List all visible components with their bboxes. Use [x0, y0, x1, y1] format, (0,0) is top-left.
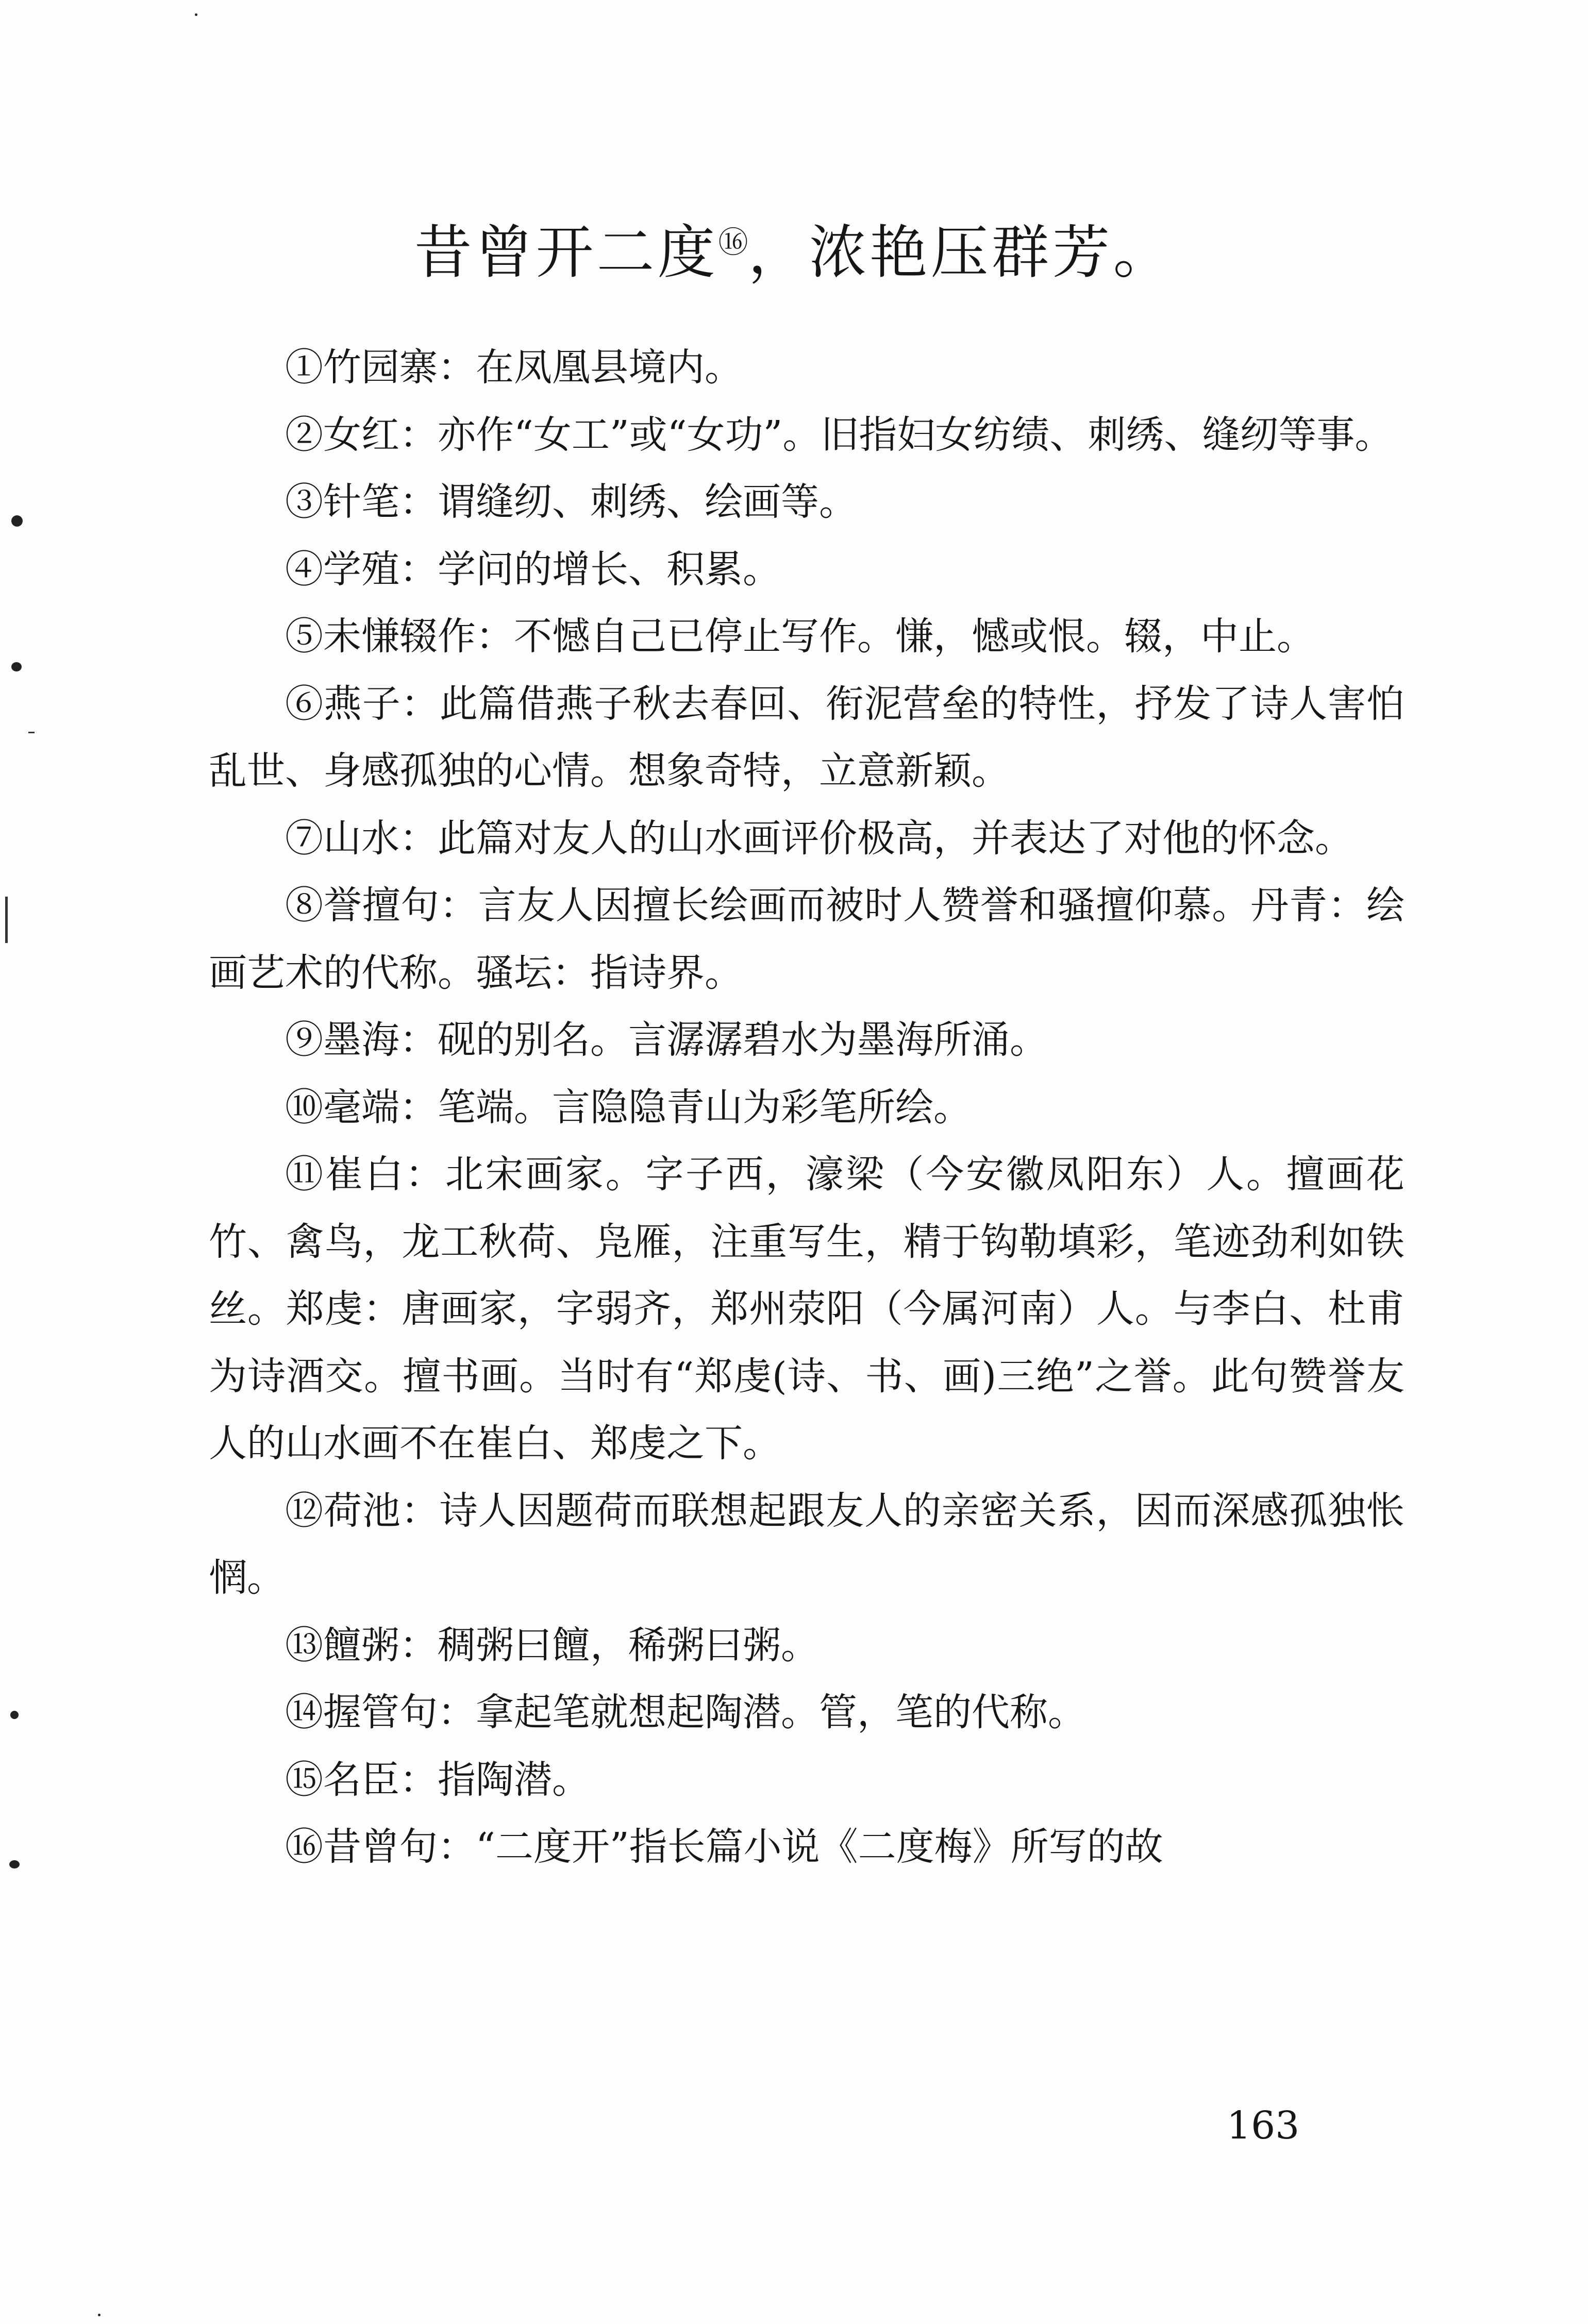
note-10: ⑩毫端：笔端。言隐隐青山为彩笔所绘。 [285, 1085, 972, 1130]
title-text-after: ，浓艳压群芳。 [748, 219, 1174, 287]
note-7: ⑦山水：此篇对友人的山水画评价极高，并表达了对他的怀念。 [285, 816, 1353, 861]
scan-edge-mark [28, 732, 35, 733]
scan-speck [98, 2314, 101, 2316]
note-15: ⑮名臣：指陶潜。 [285, 1757, 590, 1802]
note-11: ⑪崔白：北宋画家。字子西，濠梁（今安徽凤阳东）人。擅画花竹、禽鸟，龙工秋荷、凫雁，注重写生，精于钩勒填彩，笔迹劲利如铁丝。郑虔：唐画家，字弱齐，郑州荥阳（今属河南）人。与李白、杜甫为诗酒交。擅书画。当时有“郑虔(诗、书、画)三绝”之誉。此句赞誉友人的山水画不在崔白、郑虔之下。 [209, 1152, 1405, 1466]
note-6: ⑥燕子：此篇借燕子秋去春回、衔泥营垒的特性，抒发了诗人害怕乱世、身感孤独的心情。想象奇特，立意新颖。 [209, 681, 1405, 793]
scan-speck [11, 662, 22, 671]
note-1: ①竹园寨：在凤凰县境内。 [285, 345, 743, 390]
note-9: ⑨墨海：砚的别名。言潺潺碧水为墨海所涌。 [285, 1018, 1048, 1062]
scan-speck [9, 1860, 20, 1868]
scan-edge-mark [5, 897, 8, 943]
note-12: ⑫荷池：诗人因题荷而联想起跟友人的亲密关系，因而深感孤独怅惘。 [209, 1488, 1405, 1600]
poem-title-line [0, 204, 1588, 291]
note-8: ⑧誉擅句：言友人因擅长绘画而被时人赞誉和骚擅仰慕。丹青：绘画艺术的代称。骚坛：指诗界。 [209, 883, 1405, 995]
scan-speck [195, 13, 197, 16]
note-2: ②女红：亦作“女工”或“女功”。旧指妇女纺绩、刺绣、缝纫等事。 [285, 412, 1393, 457]
note-4: ④学殖：学问的增长、积累。 [285, 547, 781, 592]
note-5: ⑤未慊辍作：不憾自己已停止写作。慊，憾或恨。辍，中止。 [285, 614, 1315, 659]
page-number: 163 [1227, 2103, 1300, 2148]
note-14: ⑭握管句：拿起笔就想起陶潜。管，笔的代称。 [285, 1690, 1086, 1734]
scan-speck [10, 1711, 19, 1719]
annotation-list [209, 334, 1405, 1881]
title-footnote-mark: ⑯ [718, 225, 748, 260]
title-text: 昔曾开二度 [414, 219, 718, 287]
note-3: ③针笔：谓缝纫、刺绣、绘画等。 [285, 480, 857, 524]
scan-speck [11, 515, 23, 527]
note-16: ⑯昔曾句：“二度开”指长篇小说《二度梅》所写的故 [285, 1825, 1163, 1869]
note-13: ⑬饘粥：稠粥曰饘，稀粥曰粥。 [285, 1623, 819, 1668]
